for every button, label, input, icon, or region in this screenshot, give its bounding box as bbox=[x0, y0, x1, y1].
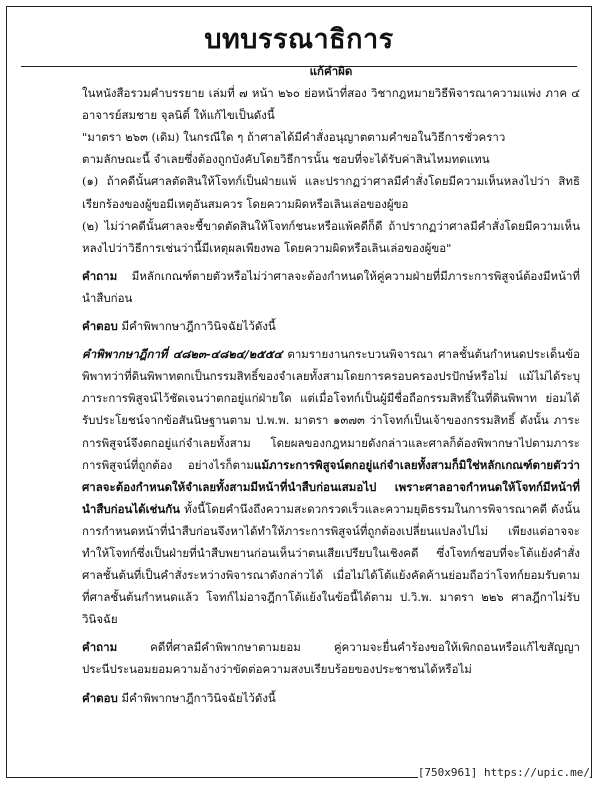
document-body bbox=[82, 60, 580, 709]
answer-1 bbox=[82, 315, 580, 337]
answer-2-label: คำตอบ bbox=[82, 690, 118, 705]
case-text-1: ตามรายงานกระบวนพิจารณา ศาลชั้นต้นกำหนดประเด็นข้อพิพาทว่าที่ดินพิพาทตกเป็นกรรมสิทธิ์ของจำเลยทั้งสามโดยการครอบครองปรปักษ์หรือไม่ แม้ไม่ได้ระบุภาระการพิสูจน์ไว้ชัดเจนว่าตกอยู่แก่ฝ่ายใด แต่เมื่อโจทก์เป็นผู้มีชื่อถือกรรมสิทธิ์ในที่ดินพิพาท ย่อมได้รับประโยชน์จากข้อสันนิษฐานตาม ป.พ.พ. มาตรา ๑๓๗๓ ว่าโจทก์เป็นเจ้าของกรรมสิทธิ์ ดังนั้น ภาระการพิสูจน์จึงตกอยู่แก่จำเลยทั้งสาม โดยผลของกฎหมายดังกล่าวและศาลก็ต้องพิพากษาไปตามภาระการพิสูจน์ที่ถูกต้อง อย่างไรก็ตาม bbox=[82, 347, 580, 472]
case-holding: แม้ภาระการพิสูจน์ตกอยู่แก่จำเลยทั้งสามก็มิใช่หลักเกณฑ์ตายตัวว่า ศาลจะต้องกำหนดให้จำเลยทั้งสามมีหน้าที่นำสืบก่อนเสมอไป เพราะศาลอาจกำหนดให้โจทก์มีหน้าที่นำสืบก่อนได้เช่นกัน bbox=[82, 457, 580, 516]
question-1-label: คำถาม bbox=[82, 268, 118, 283]
answer-1-text: มีคำพิพากษาฎีกาวินิจฉัยไว้ดังนี้ bbox=[117, 319, 276, 334]
question-1 bbox=[82, 265, 580, 309]
question-1-text: มีหลักเกณฑ์ตายตัวหรือไม่ว่าศาลจะต้องกำหนดให้คู่ความฝ่ายที่มีภาระการพิสูจน์ต้องมีหน้าที่นำสืบก่อน bbox=[82, 268, 580, 305]
erratum-heading: แก้คำผิด bbox=[309, 64, 353, 78]
case-label: คำพิพากษาฎีกาที่ ๔๘๒๓-๔๘๒๔/๒๕๕๔ bbox=[82, 347, 283, 362]
image-host-watermark: [750x961] https://upic.me/ bbox=[417, 766, 590, 779]
case-paragraph bbox=[82, 343, 580, 630]
section-line-1: "มาตรา ๒๖๓ (เดิม) ในกรณีใด ๆ ถ้าศาลได้มีคำสั่งอนุญาตตามคำขอในวิธีการชั่วคราว bbox=[82, 130, 506, 145]
section-clause-1: (๑) ถ้าคดีนั้นศาลตัดสินให้โจทก์เป็นฝ่ายแพ้ และปรากฏว่าศาลมีคำสั่งโดยมีความเห็นหลงไปว่า สิทธิเรียกร้องของผู้ขอมีเหตุอันสมควร โดยความผิดหรือเลินเล่อของผู้ขอ bbox=[82, 174, 580, 211]
answer-2 bbox=[82, 687, 580, 709]
question-2-label: คำถาม bbox=[82, 640, 118, 655]
intro-paragraph: ในหนังสือรวมคำบรรยาย เล่มที่ ๗ หน้า ๒๖๐ ย่อหน้าที่สอง วิชากฎหมายวิธีพิจารณาความแพ่ง ภาค ๔ อาจารย์สมชาย จุลนิติ์ ให้แก้ไขเป็นดังนี้ bbox=[82, 86, 580, 123]
section-line-2: ตามลักษณะนี้ จำเลยซึ่งต้องถูกบังคับโดยวิธีการนั้น ชอบที่จะได้รับค่าสินไหมทดแทน bbox=[82, 152, 490, 167]
answer-1-label: คำตอบ bbox=[82, 319, 118, 334]
page-title: บทบรรณาธิการ bbox=[204, 24, 394, 55]
section-clause-2: (๒) ไม่ว่าคดีนั้นศาลจะชี้ขาดตัดสินให้โจทก์ชนะหรือแพ้คดีก็ดี ถ้าปรากฏว่าศาลมีคำสั่งโดยมีความเห็นหลงไปว่าวิธีการเช่นว่านี้มีเหตุผลเพียงพอ โดยความผิดหรือเลินเล่อของผู้ขอ" bbox=[82, 218, 580, 255]
case-text-2: ทั้งนี้โดยคำนึงถึงความสะดวกรวดเร็วและความยุติธรรมในการพิจารณาคดี ดังนั้น การกำหนดหน้าที่นำสืบก่อนจึงหาได้ทำให้ภาระการพิสูจน์ที่ถูกต้องเปลี่ยนแปลงไปไม่ เพียงแต่อาจจะทำให้โจทก์ซึ่งเป็นฝ่ายที่นำสืบพยานก่อนเห็นว่าตนเสียเปรียบในเชิงคดี ซึ่งโจทก์ชอบที่จะโต้แย้งคำสั่งศาลชั้นต้นที่เป็นคำสั่งระหว่างพิจารณาดังกล่าวได้ เมื่อไม่ได้โต้แย้งคัดค้านย่อมถือว่าโจทก์ยอมรับตามที่ศาลชั้นต้นกำหนดแล้ว โจทก์ไม่อาจฎีกาโต้แย้งในข้อนี้ได้ตาม ป.วิ.พ. มาตรา ๒๒๖ ศาลฎีกาไม่รับวินิจฉัย bbox=[82, 501, 580, 627]
answer-2-text: มีคำพิพากษาฎีกาวินิจฉัยไว้ดังนี้ bbox=[117, 690, 276, 705]
question-2 bbox=[82, 636, 580, 680]
question-2-text: คดีที่ศาลมีคำพิพากษาตามยอม คู่ความจะยื่นคำร้องขอให้เพิกถอนหรือแก้ไขสัญญาประนีประนอมยอมความอ้างว่าขัดต่อความสงบเรียบร้อยของประชาชนได้หรือไม่ bbox=[82, 640, 580, 677]
